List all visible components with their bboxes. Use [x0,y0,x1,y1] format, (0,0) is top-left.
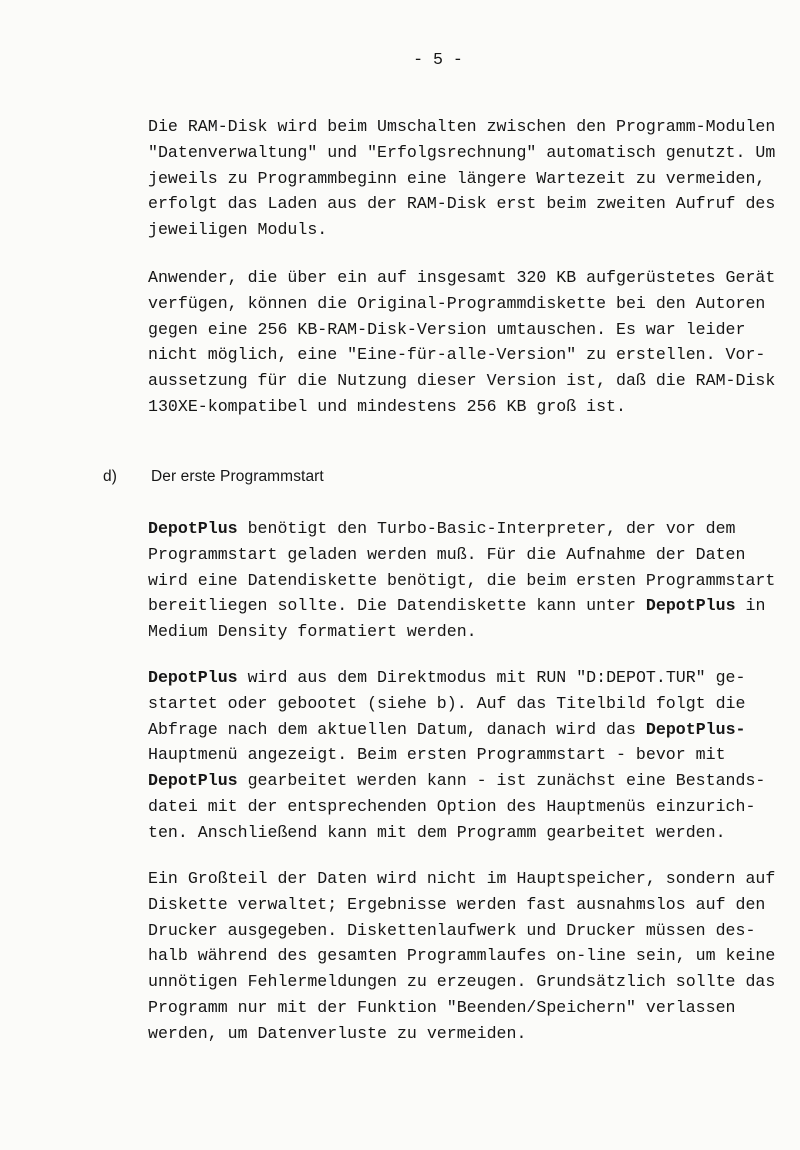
product-name: DepotPlus [148,771,238,791]
paragraph-ram-disk [148,114,788,243]
section-letter: d) [103,468,117,485]
text-line: halb während des gesamten Programmlaufes on-line sein, um keine [148,946,776,966]
text-line: gegen eine 256 KB-RAM-Disk-Version umtauschen. Es war leider [148,319,746,339]
text-line: Programm nur mit der Funktion "Beenden/Speichern" verlassen [148,997,736,1017]
text-line: Ein Großteil der Daten wird nicht im Hauptspeicher, sondern auf [148,869,776,888]
text-line: jeweiligen Moduls. [148,220,328,240]
text-run: in [735,596,766,616]
text-line: erfolgt das Laden aus der RAM-Disk erst beim zweiten Aufruf des [148,194,776,214]
paragraph-direct-mode [148,665,788,846]
text-line: Programmstart geladen werden muß. Für die Aufnahme der Daten [148,544,746,564]
text-line: Medium Density formatiert werden. [148,622,477,642]
text-line: startet oder gebootet (siehe b). Auf das Titelbild folgt die [148,693,746,713]
text-line: 130XE-kompatibel und mindestens 256 KB groß ist. [148,396,626,416]
text-line: aussetzung für die Nutzung dieser Version ist, daß die RAM-Disk [148,371,776,391]
text-line [148,593,788,619]
text-line: unnötigen Fehlermeldungen zu erzeugen. Grundsätzlich sollte das [148,972,776,992]
text-line [148,717,788,743]
text-run: bereitliegen sollte. Die Datendiskette kann unter [148,596,646,616]
product-name: DepotPlus- [645,719,746,739]
text-line: Hauptmenü angezeigt. Beim ersten Programmstart - bevor mit [148,745,726,765]
text-line: Drucker ausgegeben. Diskettenlaufwerk und Drucker müssen des- [148,920,756,940]
text-run: wird aus dem Direktmodus mit RUN "D:DEPOT.TUR" ge- [237,668,746,687]
text-line: Diskette verwaltet; Ergebnisse werden fast ausnahmslos auf den [148,894,766,914]
text-run: benötigt den Turbo-Basic-Interpreter, der vor dem [237,519,736,538]
text-line [148,516,788,542]
product-name: DepotPlus [645,596,736,616]
text-line: verfügen, können die Original-Programmdiskette bei den Autoren [148,293,766,313]
text-line: Anwender, die über ein auf insgesamt 320 KB aufgerüstetes Gerät [148,268,776,287]
text-line [148,768,788,794]
text-line: jeweils zu Programmbeginn eine längere Wartezeit zu vermeiden, [148,168,766,188]
section-heading [103,468,324,486]
text-line: nicht möglich, eine "Eine-für-alle-Version" zu erstellen. Vor- [148,345,766,365]
section-title: Der erste Programmstart [151,468,324,485]
text-line: datei mit der entsprechenden Option des Hauptmenüs einzurich- [148,796,756,816]
text-line: Die RAM-Disk wird beim Umschalten zwischen den Programm-Modulen [148,117,776,136]
product-name: DepotPlus [148,519,238,538]
paragraph-320kb [148,265,788,420]
text-line: wird eine Datendiskette benötigt, die beim ersten Programmstart [148,570,776,590]
text-line: "Datenverwaltung" und "Erfolgsrechnung" automatisch genutzt. Um [148,142,776,162]
paragraph-data-storage [148,866,788,1047]
text-line: ten. Anschließend kann mit dem Programm gearbeitet werden. [148,822,726,842]
paragraph-first-start [148,516,788,645]
text-run: Abfrage nach dem aktuellen Datum, danach wird das [148,719,646,739]
text-line: werden, um Datenverluste zu vermeiden. [148,1023,527,1043]
product-name: DepotPlus [148,668,238,687]
page-number: - 5 - [413,50,463,69]
text-run: gearbeitet werden kann - ist zunächst eine Bestands- [237,771,766,791]
text-line [148,665,788,691]
